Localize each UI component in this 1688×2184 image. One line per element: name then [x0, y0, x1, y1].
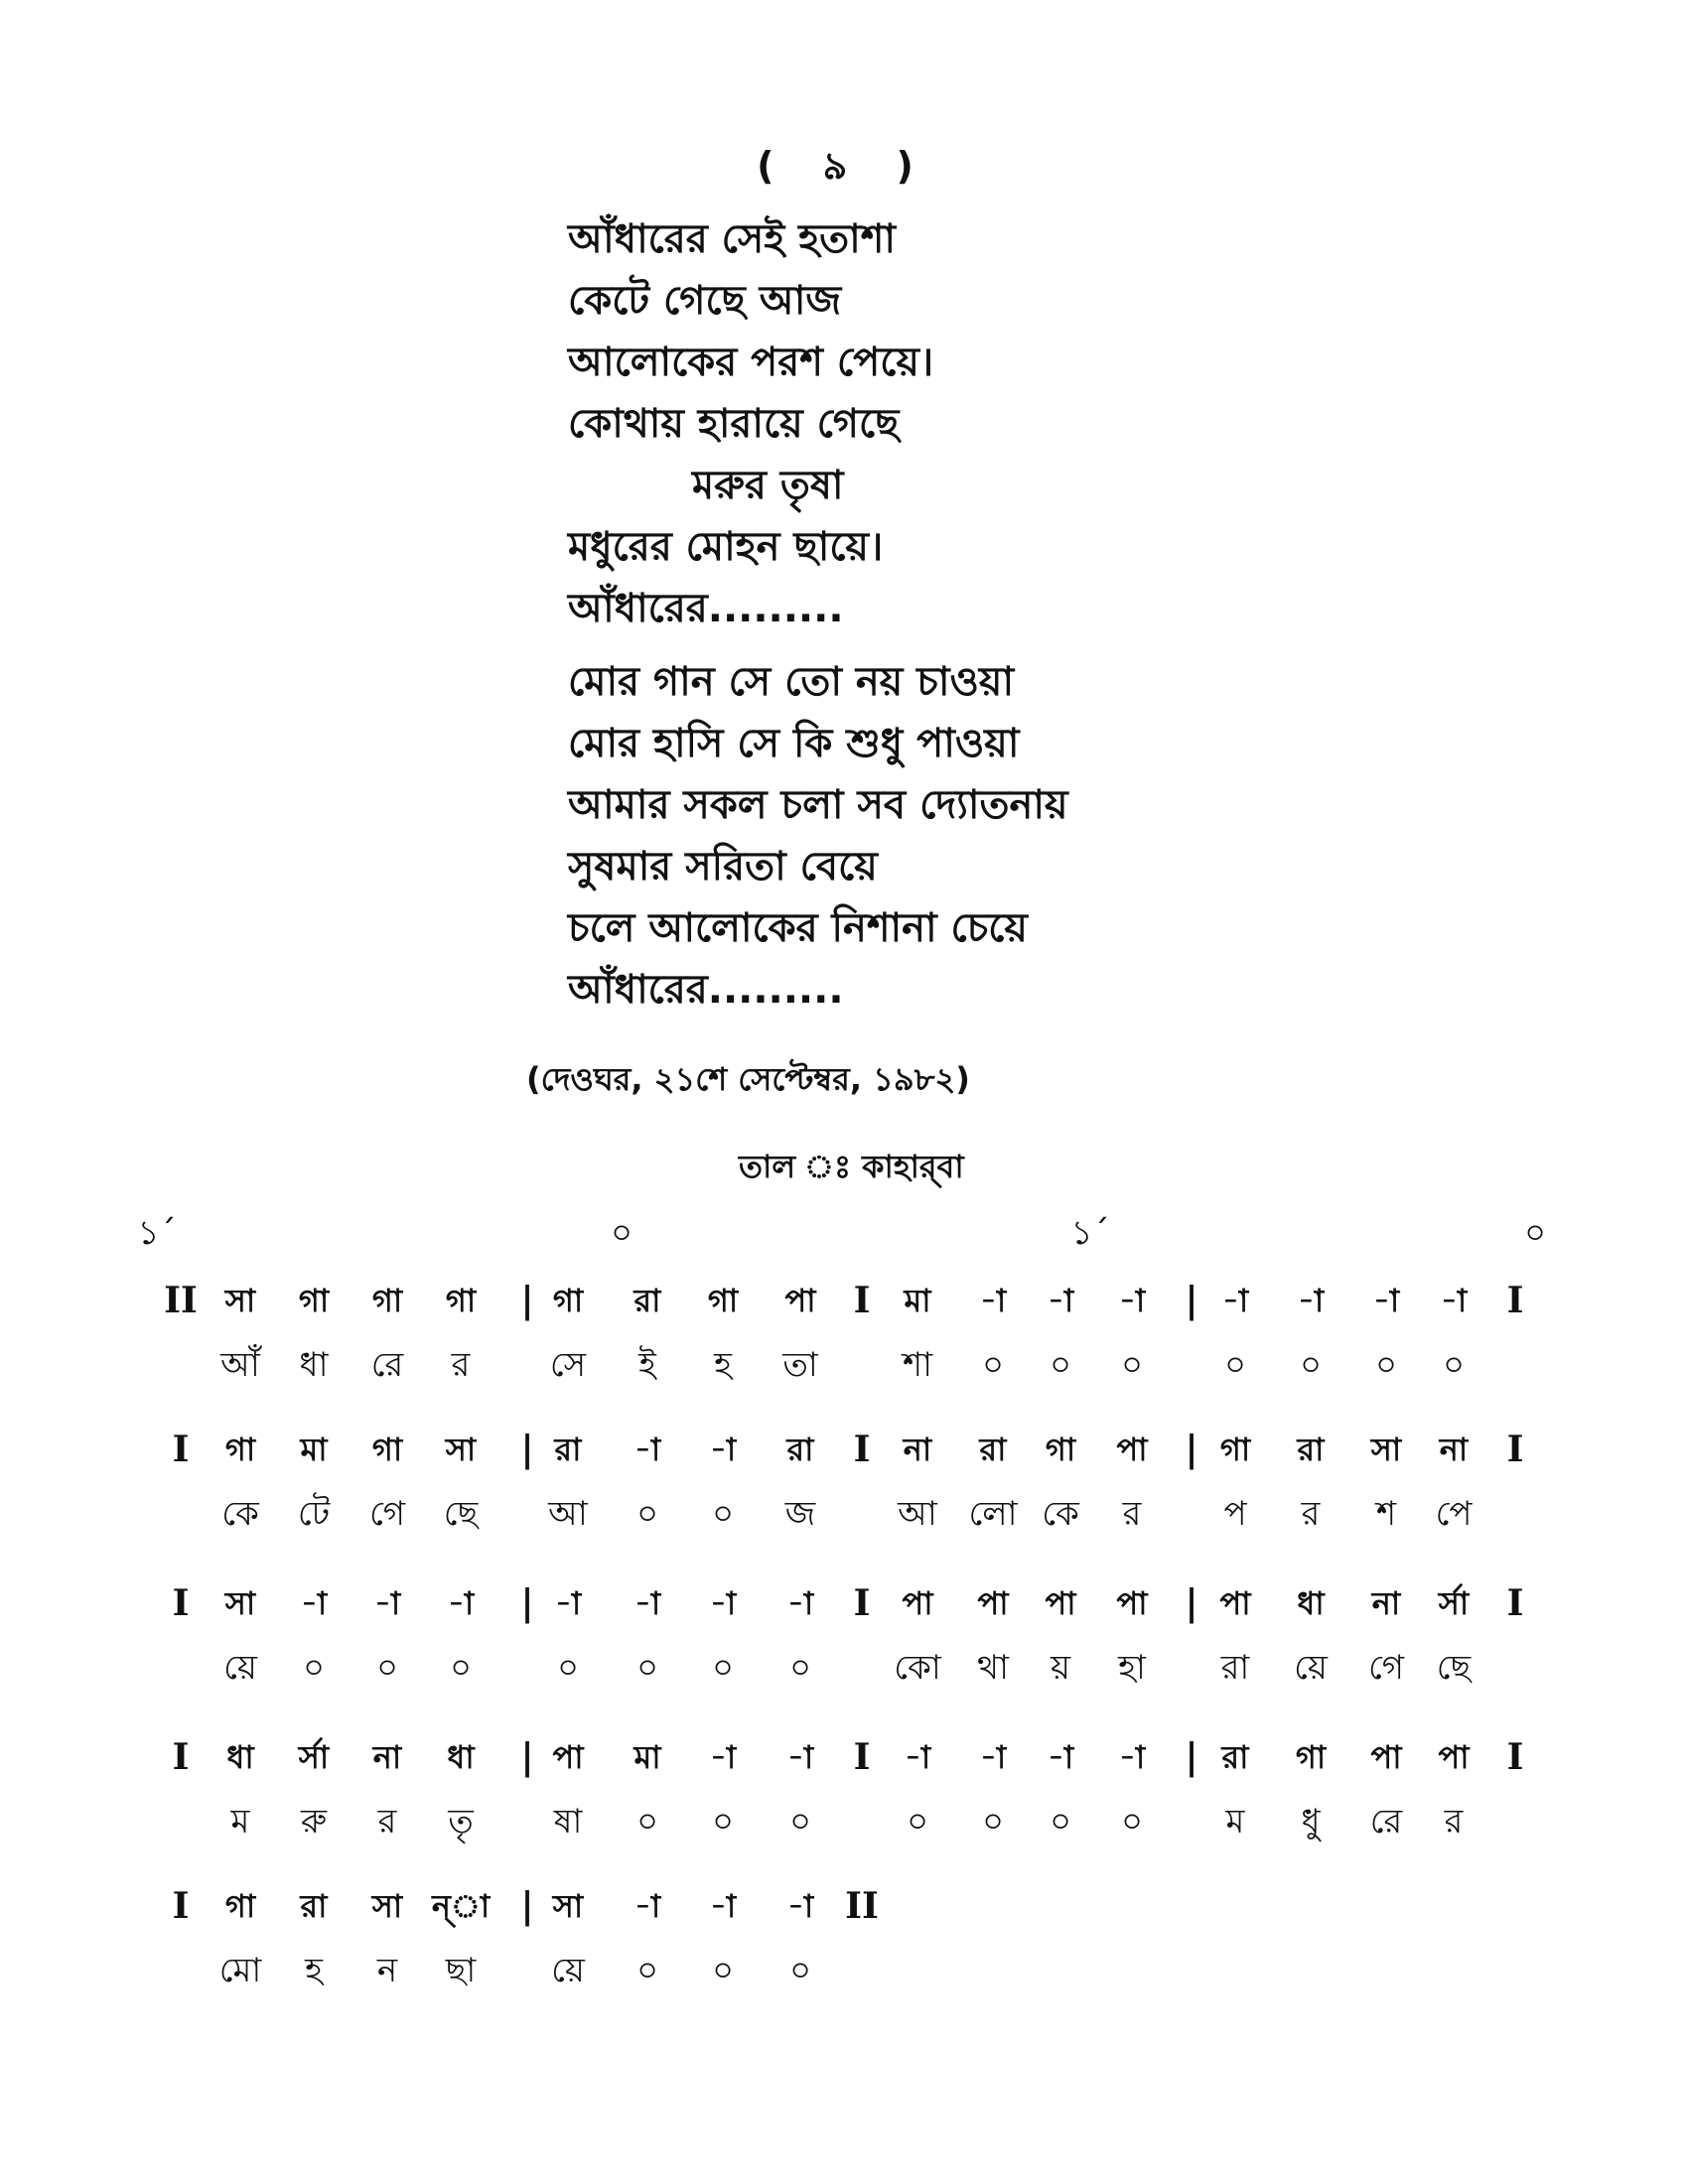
swara-note: পা: [1438, 1738, 1470, 1776]
lyric-syllable: মো: [218, 1951, 262, 1990]
swara-note: রা: [1297, 1431, 1325, 1468]
lyric-syllable: হ: [714, 1345, 732, 1385]
lyric-syllable: ০: [711, 1951, 735, 1990]
swara-note: -া: [1221, 1282, 1249, 1319]
swara-note: -া: [633, 1887, 661, 1925]
lyric-syllable: য়ে: [1294, 1648, 1328, 1688]
swara-note: রা: [1221, 1738, 1249, 1776]
lyric-syllable: কে: [1042, 1494, 1079, 1534]
barline: |: [1185, 1429, 1198, 1470]
lyric-line: আলোকের পরশ পেয়ে।: [568, 340, 934, 385]
lyric-syllable: হ: [305, 1951, 323, 1990]
swara-note: গা: [707, 1282, 739, 1319]
lyric-line: কেটে গেছে আজ: [568, 278, 842, 324]
swara-note: গা: [1219, 1431, 1251, 1468]
swara-note: গা: [552, 1282, 584, 1319]
swara-note: -া: [709, 1887, 737, 1925]
lyric-syllable: র: [1301, 1494, 1321, 1534]
swara-note: সা: [1370, 1431, 1402, 1468]
swara-note: -া: [447, 1584, 475, 1622]
barline: I: [1506, 1582, 1524, 1624]
lyric-syllable: র: [377, 1802, 397, 1842]
swara-note: না: [903, 1431, 932, 1468]
barline: |: [1185, 1280, 1198, 1321]
swara-note: -া: [786, 1738, 814, 1776]
swara-note: গা: [224, 1887, 256, 1925]
swara-note: গা: [371, 1282, 403, 1319]
swara-note: -া: [709, 1738, 737, 1776]
swara-note: সা: [552, 1887, 584, 1925]
swara-note: -া: [979, 1738, 1007, 1776]
lyric-syllable: গে: [368, 1494, 406, 1534]
lyric-syllable: ছে: [1436, 1648, 1472, 1688]
swara-note: ধা: [447, 1738, 475, 1776]
lyric-syllable: রে: [370, 1345, 404, 1385]
swara-note: -া: [300, 1584, 328, 1622]
lyric-syllable: ০: [1049, 1802, 1072, 1842]
lyric-syllable: জ: [784, 1494, 816, 1534]
lyric-syllable: শ: [1375, 1494, 1397, 1534]
swara-note: গা: [445, 1282, 477, 1319]
swara-note: -া: [786, 1584, 814, 1622]
lyric-syllable: ০: [788, 1802, 812, 1842]
lyric-syllable: র: [1122, 1494, 1142, 1534]
lyric-syllable: ০: [1049, 1345, 1072, 1385]
lyric-syllable: আ: [898, 1494, 937, 1534]
swara-note: -া: [1118, 1738, 1146, 1776]
lyric-line: সুষমার সরিতা বেয়ে: [568, 844, 878, 889]
swara-note: -া: [1372, 1282, 1400, 1319]
swara-note: রা: [633, 1282, 661, 1319]
lyric-syllable: ছে: [443, 1494, 479, 1534]
swara-note: পা: [784, 1282, 816, 1319]
lyric-syllable: ই: [638, 1345, 656, 1385]
swara-note: মা: [904, 1282, 931, 1319]
barline: I: [853, 1429, 871, 1470]
swara-note: পা: [1116, 1431, 1148, 1468]
barline: I: [853, 1280, 871, 1321]
lyric-syllable: য়: [1050, 1648, 1071, 1688]
lyric-syllable: ০: [981, 1802, 1005, 1842]
swara-note: -া: [1047, 1282, 1074, 1319]
swara-note: রা: [554, 1431, 582, 1468]
lyric-syllable: ০: [906, 1802, 929, 1842]
lyric-line: মোর হাসি সে কি শুধু পাওয়া: [568, 721, 1020, 766]
barline: |: [1185, 1736, 1198, 1778]
lyric-syllable: র: [451, 1345, 471, 1385]
swara-note: গা: [1295, 1738, 1327, 1776]
lyric-line: মোর গান সে তো নয় চাওয়া: [568, 659, 1015, 705]
lyric-syllable: ০: [302, 1648, 326, 1688]
lyric-line: মধুরের মোহন ছায়ে।: [568, 524, 884, 570]
lyric-syllable: টে: [297, 1494, 331, 1534]
lyric-syllable: গে: [1367, 1648, 1405, 1688]
lyric-syllable: থা: [977, 1648, 1009, 1688]
swara-note: -া: [1440, 1282, 1468, 1319]
lyric-syllable: ০: [635, 1494, 659, 1534]
lyric-syllable: ম: [1225, 1802, 1245, 1842]
lyric-syllable: ০: [711, 1802, 735, 1842]
barline: |: [520, 1429, 534, 1470]
swara-note: না: [1439, 1431, 1469, 1468]
barline: |: [520, 1280, 534, 1321]
lyric-syllable: ০: [375, 1648, 399, 1688]
lyric-syllable: ০: [1299, 1345, 1323, 1385]
swara-note: -া: [1118, 1282, 1146, 1319]
lyric-syllable: সে: [549, 1345, 587, 1385]
swara-note: -া: [633, 1431, 661, 1468]
barline: I: [172, 1885, 190, 1927]
swara-note: গা: [1045, 1431, 1076, 1468]
swara-note: -া: [979, 1282, 1007, 1319]
swara-note: পা: [902, 1584, 933, 1622]
swara-note: রা: [786, 1431, 814, 1468]
swara-note: গা: [371, 1431, 403, 1468]
swara-note: পা: [1219, 1584, 1251, 1622]
lyric-syllable: রা: [1220, 1648, 1250, 1688]
lyric-syllable: ছা: [445, 1951, 477, 1990]
lyric-syllable: ০: [711, 1494, 735, 1534]
lyric-syllable: প: [1223, 1494, 1247, 1534]
lyric-syllable: ০: [1374, 1345, 1398, 1385]
barline: I: [1506, 1736, 1524, 1778]
barline: I: [172, 1736, 190, 1778]
barline: II: [164, 1280, 198, 1321]
swara-note: সা: [224, 1584, 256, 1622]
lyric-syllable: রে: [1369, 1802, 1403, 1842]
lyric-syllable: তৃ: [448, 1802, 474, 1842]
swara-note: -া: [904, 1738, 931, 1776]
swara-note: মা: [300, 1431, 328, 1468]
swara-note: সা: [371, 1887, 403, 1925]
swara-note: ধা: [1297, 1584, 1325, 1622]
barline: |: [520, 1885, 534, 1927]
composition-date: (দেওঘর, ২১শে সেপ্টেম্বর, ১৯৮২): [526, 1060, 970, 1098]
swara-note: -া: [786, 1887, 814, 1925]
lyric-syllable: ০: [1120, 1802, 1144, 1842]
lyric-syllable: ০: [449, 1648, 473, 1688]
lyric-syllable: হা: [1118, 1648, 1146, 1688]
barline: I: [1506, 1280, 1524, 1321]
lyric-line: আমার সকল চলা সব দ্যোতনায়: [568, 782, 1068, 828]
lyric-line: আঁধারের.........: [568, 967, 844, 1013]
swara-note: রা: [979, 1431, 1007, 1468]
lyric-syllable: কে: [221, 1494, 259, 1534]
swara-note: না: [1371, 1584, 1401, 1622]
swara-note: সা: [224, 1282, 256, 1319]
barline: I: [853, 1736, 871, 1778]
swara-note: -া: [1047, 1738, 1074, 1776]
barline: I: [172, 1429, 190, 1470]
lyric-syllable: ধু: [1301, 1802, 1321, 1842]
lyric-syllable: তা: [782, 1345, 818, 1385]
lyric-syllable: ০: [1120, 1345, 1144, 1385]
barline: I: [1506, 1429, 1524, 1470]
swara-note: মা: [633, 1738, 661, 1776]
tala-marker: ০: [610, 1213, 633, 1253]
barline: |: [520, 1736, 534, 1778]
swara-note: -া: [1297, 1282, 1325, 1319]
swara-note: র্সা: [298, 1738, 330, 1776]
lyric-line: আঁধারের সেই হতাশা: [568, 216, 896, 262]
swara-note: পা: [552, 1738, 584, 1776]
tala-marker: ১´: [1070, 1213, 1110, 1253]
lyric-syllable: শা: [903, 1345, 932, 1385]
lyric-syllable: ষা: [553, 1802, 583, 1842]
page-number: ( ৯ ): [757, 144, 931, 188]
lyric-syllable: ০: [635, 1951, 659, 1990]
lyric-syllable: ০: [1442, 1345, 1466, 1385]
lyric-syllable: ম: [230, 1802, 250, 1842]
swara-note: সা: [445, 1431, 477, 1468]
barline: I: [853, 1582, 871, 1624]
swara-note: -া: [373, 1584, 401, 1622]
swara-note: পা: [977, 1584, 1009, 1622]
lyric-syllable: ০: [788, 1951, 812, 1990]
tala-label: তাল ঃ কাহার্‌বা: [739, 1148, 964, 1185]
barline: I: [172, 1582, 190, 1624]
swara-note: গা: [224, 1431, 256, 1468]
lyric-syllable: ০: [981, 1345, 1005, 1385]
lyric-syllable: লো: [968, 1494, 1018, 1534]
swara-note: ন্‌া: [431, 1887, 491, 1925]
lyric-syllable: ০: [635, 1648, 659, 1688]
lyric-syllable: আঁ: [220, 1345, 260, 1385]
swara-note: -া: [554, 1584, 582, 1622]
swara-note: ধা: [226, 1738, 254, 1776]
swara-note: পা: [1116, 1584, 1148, 1622]
lyric-line: কোথায় হারায়ে গেছে: [568, 401, 900, 447]
lyric-syllable: পে: [1435, 1494, 1473, 1534]
barline: |: [1185, 1582, 1198, 1624]
lyric-syllable: রু: [300, 1802, 328, 1842]
swara-note: -া: [633, 1584, 661, 1622]
lyric-line: আঁধারের.........: [568, 586, 844, 631]
tala-marker: ১´: [137, 1213, 177, 1253]
swara-note: রা: [300, 1887, 328, 1925]
lyric-syllable: ০: [711, 1648, 735, 1688]
lyric-syllable: ধা: [299, 1345, 329, 1385]
lyric-syllable: আ: [548, 1494, 588, 1534]
swara-note: -া: [709, 1431, 737, 1468]
swara-note: পা: [1045, 1584, 1076, 1622]
lyric-syllable: র: [1444, 1802, 1464, 1842]
swara-note: পা: [1370, 1738, 1402, 1776]
lyric-syllable: ০: [556, 1648, 580, 1688]
lyric-syllable: ০: [1223, 1345, 1247, 1385]
swara-note: -া: [709, 1584, 737, 1622]
tala-marker: ০: [1523, 1213, 1547, 1253]
lyric-syllable: কো: [894, 1648, 941, 1688]
lyric-syllable: য়ে: [551, 1951, 585, 1990]
lyric-line: মরুর তৃষা: [692, 463, 844, 508]
swara-note: গা: [298, 1282, 330, 1319]
barline: |: [520, 1582, 534, 1624]
lyric-line: চলে আলোকের নিশানা চেয়ে: [568, 905, 1028, 951]
swara-note: না: [372, 1738, 402, 1776]
lyric-syllable: য়ে: [223, 1648, 257, 1688]
lyric-syllable: ০: [635, 1802, 659, 1842]
barline: II: [845, 1885, 879, 1927]
lyric-syllable: ০: [788, 1648, 812, 1688]
lyric-syllable: ন: [376, 1951, 398, 1990]
swara-note: র্সা: [1438, 1584, 1470, 1622]
